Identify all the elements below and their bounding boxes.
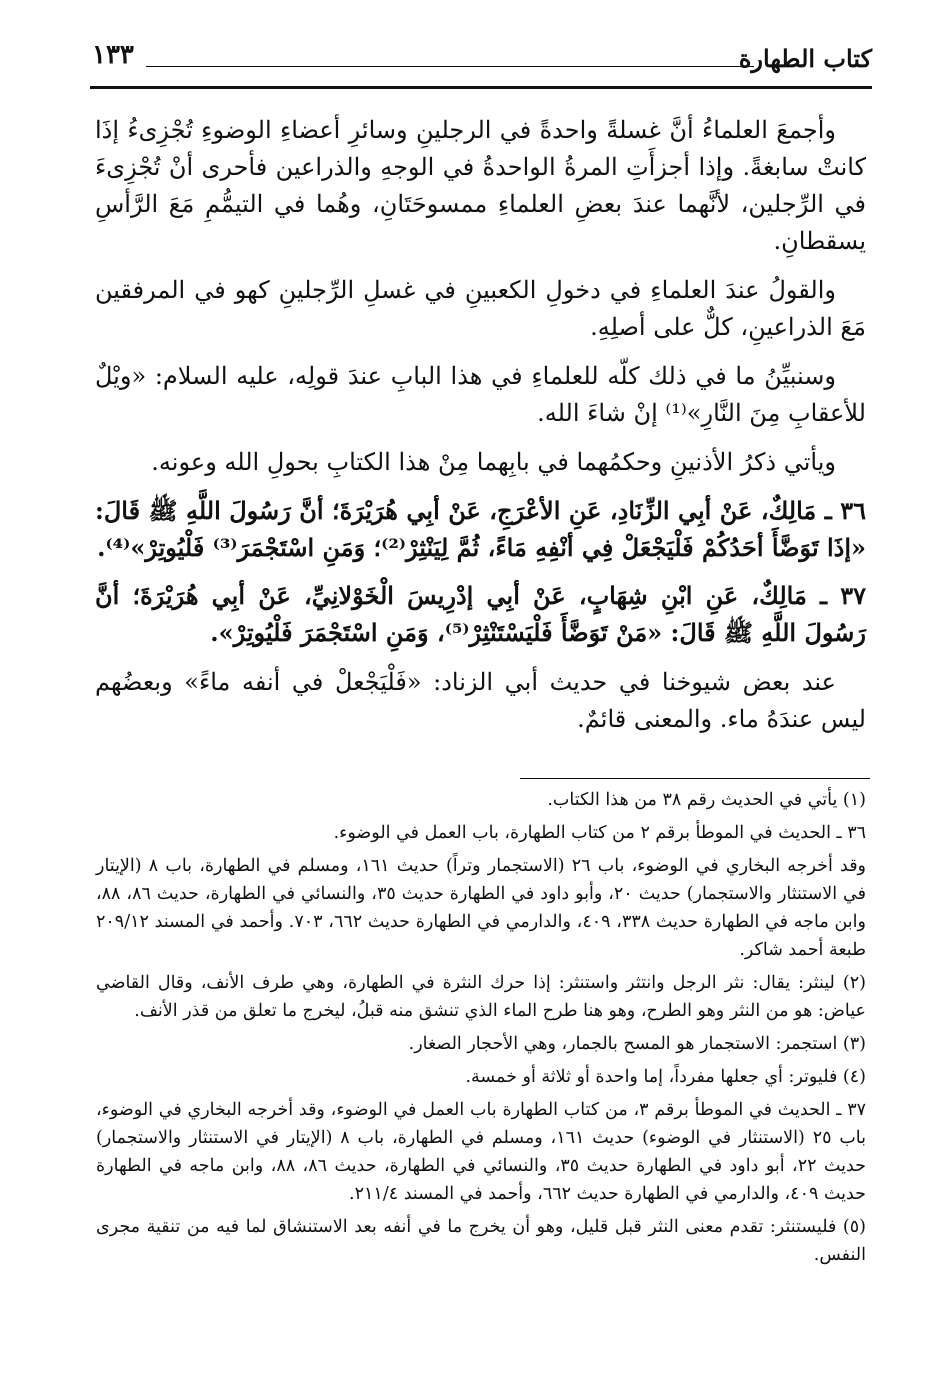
footnote-2: (٢) لينثر: يقال: نثر الرجل وانتثر واستنثر: إذا حرك النثرة في الطهارة، وهي طرف الأنف، وقال القاضي عياض: هو من النثر وهو الطرح، وهو هنا طرح الماء الذي تنشق منه قبلُ، ليخرج ما تعلق من قذر الأنف. <box>96 973 866 1021</box>
footnote-divider <box>520 778 870 779</box>
page-number: ١٣٣ <box>92 40 134 70</box>
footnotes <box>96 786 866 1274</box>
footnote-5: (٥) فليستنثر: تقدم معنى النثر قبل قليل، وهو أن يخرج ما في أنفه بعد الاستنشاق لما فيه من تنقية مجرى النفس. <box>96 1217 866 1265</box>
paragraph-udhunayn: ويأتي ذكرُ الأذنينِ وحكمُهما في بابِهما مِنْ هذا الكتابِ بحولِ الله وعونه. <box>151 447 836 476</box>
header-divider <box>90 86 872 89</box>
paragraph-ijma: وأجمعَ العلماءُ أنَّ غسلةً واحدةً في الرجلينِ وسائرِ أعضاءِ الوضوءِ تُجْزِىءُ إذَا كانتْ سابغةً. وإذا أجزأَتِ المرةُ الواحدةُ في الوجهِ والذراعين فأحرى أنْ تُجْزِىءَ في الرِّجلين، لأنَّهما عندَ بعضِ العلماءِ ممسوحَتَانِ، وهُما في التيمُّمِ مَعَ الرَّأسِ يسقطانِ. <box>95 116 866 255</box>
chapter-title: كتاب الطهارة <box>738 44 872 73</box>
paragraph-closing: عند بعض شيوخنا في حديث أبي الزناد: «فَلْيَجْعلْ في أنفه ماءً» وبعضُهم ليس عندَهُ ماء. والمعنى قائمٌ. <box>95 668 866 734</box>
paragraph-wayl: وسنبيِّنُ ما في ذلك كلّه للعلماءِ في هذا البابِ عندَ قولِه، عليه السلام: «ويْلٌ للأعقابِ مِنَ النَّارِ»⁽¹⁾ إنْ شاءَ الله. <box>95 361 866 427</box>
footnote-3: (٣) استجمر: الاستجمار هو المسح بالجمار، وهي الأحجار الصغار. <box>408 1034 866 1054</box>
main-text <box>95 112 866 750</box>
hadith-36: ٣٦ ـ مَالِكٌ، عَنْ أبِي الزِّنَادِ، عَنِ الأعْرَجِ، عَنْ أبِي هُرَيْرَةَ؛ أنَّ رَسُولَ اللَّهِ ﷺ قَالَ: «إذَا تَوَضَّأَ أحَدُكُمْ فَلْيَجْعَلْ فِي أنْفِهِ مَاءً، ثُمَّ لِيَنْثِرْ⁽²⁾؛ وَمَنِ اسْتَجْمَرَ⁽³⁾ فَلْيُوتِرْ»⁽⁴⁾. <box>95 495 866 562</box>
footnote-hadith-36-source: ٣٦ ـ الحديث في الموطأ برقم ٢ من كتاب الطهارة، باب العمل في الوضوء. <box>333 823 866 843</box>
paragraph-kaabayn: والقولُ عندَ العلماءِ في دخولِ الكعبينِ في غسلِ الرِّجلينِ كهو في المرفقين مَعَ الذراعينِ، كلٌّ على أصلِهِ. <box>95 275 866 341</box>
header-leader-line <box>146 66 754 67</box>
hadith-37: ٣٧ ـ مَالِكٌ، عَنِ ابْنِ شِهَابٍ، عَنْ أبِي إدْرِيسَ الْخَوْلانِيِّ، عَنْ أبِي هُرَيْرَةَ؛ أنَّ رَسُولَ اللَّهِ ﷺ قَالَ: «مَنْ تَوَضَّأَ فَلْيَسْتَنْثِرْ⁽⁵⁾، وَمَنِ اسْتَجْمَرَ فَلْيُوتِرْ». <box>95 581 867 648</box>
footnote-hadith-37: ٣٧ ـ الحديث في الموطأ برقم ٣، من كتاب الطهارة باب العمل في الوضوء، وقد أخرجه البخاري في الوضوء، باب ٢٥ (الاستنثار في الوضوء) حديث ١٦١، ومسلم في الطهارة، باب ٨ (الإيتار في الاستنثار والاستجمار) حديث ٢٢، أبو داود في الطهارة حديث ٣٥، والنسائي في الطهارة، حديث ٨٦، ٨٨، وابن ماجه في الطهارة حديث ٤٠٩، والدارمي في الطهارة حديث ٦٦٢، وأحمد في المسند ٢١١/٤. <box>96 1100 867 1204</box>
footnote-hadith-36-takhrij: وقد أخرجه البخاري في الوضوء، باب ٢٦ (الاستجمار وتراً) حديث ١٦١، ومسلم في الطهارة، باب ٨ (الإيتار في الاستنثار والاستجمار) حديث ٢٠، وأبو داود في الطهارة حديث ٣٥، والنسائي في الطهارة، حديث ٨٦، ٨٨، وابن ماجه في الطهارة حديث ٣٣٨، ٤٠٩، والدارمي في الطهارة حديث ٦٦٢، ٧٠٣. وأحمد في المسند ٢٠٩/١٢ طبعة أحمد شاكر. <box>96 856 867 960</box>
footnote-1: (١) يأتي في الحديث رقم ٣٨ من هذا الكتاب. <box>547 790 866 810</box>
page-header <box>92 38 872 80</box>
footnote-4: (٤) فليوتر: أي جعلها مفرداً، إما واحدة أو ثلاثة أو خمسة. <box>465 1067 866 1087</box>
